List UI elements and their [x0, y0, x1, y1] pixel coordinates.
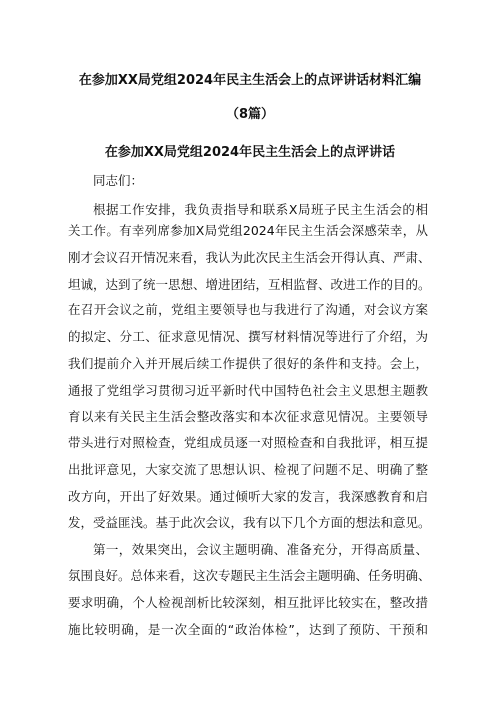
body-line: 氛围良好。总体来看，这次专题民主生活会主题明确、任务明确、 [68, 568, 431, 583]
document-subtitle: （8篇） [225, 107, 275, 122]
body-line: 关工作。有幸列席参加X局党组2024年民主生活会深感荣幸，从 [68, 223, 428, 238]
document-title: 在参加XX局党组2024年民主生活会上的点评讲话材料汇编 [78, 73, 422, 88]
body-line: 要求明确，个人检视剖析比较深刻，相互批评比较实在，整改措 [68, 595, 428, 610]
salutation: 同志们： [93, 173, 144, 188]
section-title: 在参加XX局党组2024年民主生活会上的点评讲话 [104, 145, 396, 160]
body-line: 根据工作安排，我负责指导和联系X局班子民主生活会的相 [93, 202, 428, 217]
body-line: 出批评意见，大家交流了思想认识、检视了问题不足、明确了整 [68, 462, 428, 477]
body-line: 我们提前介入并开展后续工作提供了很好的条件和支持。会上， [68, 356, 428, 371]
body-line: 带头进行对照检查，党组成员逐一对照检查和自我批评，相互提 [68, 435, 428, 450]
body-line: 在召开会议之前，党组主要领导也与我进行了沟通，对会议方案 [68, 302, 428, 317]
body-line: 的拟定、分工、征求意见情况、撰写材料情况等进行了介绍，为 [68, 329, 428, 344]
body-line: 通报了党组学习贯彻习近平新时代中国特色社会主义思想主题教 [68, 383, 428, 398]
body-line: 坦诚，达到了统一思想、增进团结，互相监督、改进工作的目的。 [68, 277, 431, 292]
body-line: 刚才会议召开情况来看，我认为此次民主生活会开得认真、严肃、 [68, 250, 431, 265]
body-line: 改方向，开出了好效果。通过倾听大家的发言，我深感教育和启 [68, 489, 428, 504]
body-line: 育以来有关民主生活会整改落实和本次征求意见情况。主要领导 [68, 409, 428, 424]
body-line: 第一，效果突出，会议主题明确、准备充分，开得高质量、 [93, 542, 428, 557]
body-line: 施比较明确，是一次全面的“政治体检”，达到了预防、干预和 [68, 622, 428, 637]
body-line: 发，受益匪浅。基于此次会议，我有以下几个方面的想法和意见。 [68, 515, 431, 530]
